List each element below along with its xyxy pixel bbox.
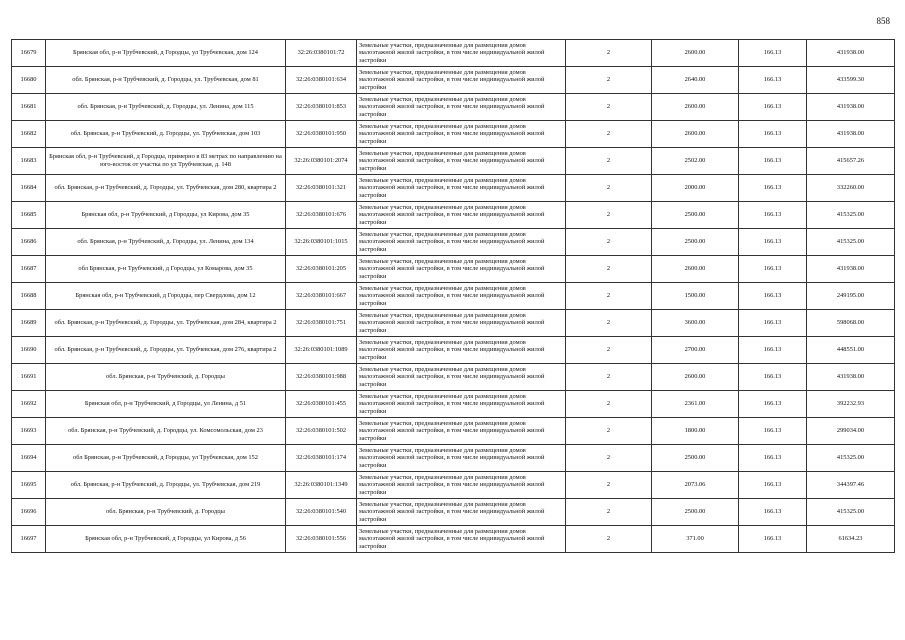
group-code-cell: 2 [566,445,652,472]
specific-value-cell: 166.13 [739,445,807,472]
group-code-cell: 2 [566,256,652,283]
group-code-cell: 2 [566,310,652,337]
cadastral-value-cell: 415657.26 [807,148,895,175]
area-cell: 1500.00 [652,283,739,310]
row-number-cell: 16696 [12,499,46,526]
group-code-cell: 2 [566,391,652,418]
cadastral-number-cell: 32:26:0380101:667 [286,283,357,310]
permitted-use-cell: Земельные участки, предназначенные для размещения домов малоэтажной жилой застройки, в том числе индивидуальной жилой застройки [357,121,566,148]
address-cell: обл. Брянская, р-н Трубчевский, д. Городцы, ул. Трубчевская, дом 276, квартира 2 [46,337,286,364]
row-number-cell: 16689 [12,310,46,337]
cadastral-value-cell: 61634.23 [807,526,895,553]
specific-value-cell: 166.13 [739,67,807,94]
row-number-cell: 16681 [12,94,46,121]
permitted-use-cell: Земельные участки, предназначенные для размещения домов малоэтажной жилой застройки, в том числе индивидуальной жилой застройки [357,499,566,526]
permitted-use-cell: Земельные участки, предназначенные для размещения домов малоэтажной жилой застройки, в том числе индивидуальной жилой застройки [357,40,566,67]
area-cell: 1800.00 [652,418,739,445]
permitted-use-cell: Земельные участки, предназначенные для размещения домов малоэтажной жилой застройки, в том числе индивидуальной жилой застройки [357,337,566,364]
table-row [12,337,895,364]
address-cell: обл. Брянская, р-н Трубчевский, д. Городцы, ул. Трубчевская, дом 219 [46,472,286,499]
permitted-use-cell: Земельные участки, предназначенные для размещения домов малоэтажной жилой застройки, в том числе индивидуальной жилой застройки [357,418,566,445]
table-body [12,40,895,553]
cadastral-number-cell: 32:26:0380101:751 [286,310,357,337]
specific-value-cell: 166.13 [739,229,807,256]
cadastral-value-cell: 344397.46 [807,472,895,499]
row-number-cell: 16682 [12,121,46,148]
area-cell: 2500.00 [652,229,739,256]
permitted-use-cell: Земельные участки, предназначенные для размещения домов малоэтажной жилой застройки, в том числе индивидуальной жилой застройки [357,67,566,94]
area-cell: 2000.00 [652,175,739,202]
table-row [12,148,895,175]
row-number-cell: 16694 [12,445,46,472]
row-number-cell: 16690 [12,337,46,364]
address-cell: обл Брянская, р-н Трубчевский, д Городцы, ул Трубчевская, дом 152 [46,445,286,472]
area-cell: 2600.00 [652,94,739,121]
permitted-use-cell: Земельные участки, предназначенные для размещения домов малоэтажной жилой застройки, в том числе индивидуальной жилой застройки [357,175,566,202]
specific-value-cell: 166.13 [739,283,807,310]
permitted-use-cell: Земельные участки, предназначенные для размещения домов малоэтажной жилой застройки, в том числе индивидуальной жилой застройки [357,256,566,283]
table-row [12,391,895,418]
specific-value-cell: 166.13 [739,202,807,229]
permitted-use-cell: Земельные участки, предназначенные для размещения домов малоэтажной жилой застройки, в том числе индивидуальной жилой застройки [357,94,566,121]
permitted-use-cell: Земельные участки, предназначенные для размещения домов малоэтажной жилой застройки, в том числе индивидуальной жилой застройки [357,472,566,499]
cadastral-number-cell: 32:26:0380101:676 [286,202,357,229]
row-number-cell: 16687 [12,256,46,283]
group-code-cell: 2 [566,364,652,391]
group-code-cell: 2 [566,67,652,94]
row-number-cell: 16688 [12,283,46,310]
cadastral-value-cell: 433599.30 [807,67,895,94]
address-cell: Брянская обл, р-н Трубчевский, д Городцы, ул Кирова, д 56 [46,526,286,553]
permitted-use-cell: Земельные участки, предназначенные для размещения домов малоэтажной жилой застройки, в том числе индивидуальной жилой застройки [357,229,566,256]
specific-value-cell: 166.13 [739,121,807,148]
cadastral-number-cell: 32:26:0380101:455 [286,391,357,418]
address-cell: Брянская обл, р-н Трубчевский, д Городцы, пер Свердлова, дом 12 [46,283,286,310]
cadastral-value-cell: 431938.00 [807,121,895,148]
row-number-cell: 16685 [12,202,46,229]
cadastral-value-cell: 415325.00 [807,445,895,472]
group-code-cell: 2 [566,94,652,121]
cadastral-value-cell: 598068.00 [807,310,895,337]
permitted-use-cell: Земельные участки, предназначенные для размещения домов малоэтажной жилой застройки, в том числе индивидуальной жилой застройки [357,283,566,310]
area-cell: 2600.00 [652,121,739,148]
row-number-cell: 16684 [12,175,46,202]
permitted-use-cell: Земельные участки, предназначенные для размещения домов малоэтажной жилой застройки, в том числе индивидуальной жилой застройки [357,364,566,391]
cadastral-value-cell: 299034.00 [807,418,895,445]
cadastral-number-cell: 32:26:0380101:556 [286,526,357,553]
permitted-use-cell: Земельные участки, предназначенные для размещения домов малоэтажной жилой застройки, в том числе индивидуальной жилой застройки [357,310,566,337]
cadastral-number-cell: 32:26:0380101:174 [286,445,357,472]
address-cell: Брянская обл, р-н Трубчевский, д Городцы, ул Трубчевская, дом 124 [46,40,286,67]
table-row [12,256,895,283]
table-row [12,418,895,445]
cadastral-number-cell: 32:26:0380101:853 [286,94,357,121]
cadastral-value-cell: 448551.00 [807,337,895,364]
cadastral-value-cell: 431938.00 [807,364,895,391]
cadastral-number-cell: 32:26:0380101:540 [286,499,357,526]
cadastral-number-cell: 32:26:0380101:950 [286,121,357,148]
table-row [12,526,895,553]
address-cell: обл. Брянская, р-н Трубчевский, д. Городцы, ул. Трубчевская, дом 103 [46,121,286,148]
address-cell: обл. Брянская, р-н Трубчевский, д. Городцы, ул. Трубчевская, дом 284, квартира 2 [46,310,286,337]
cadastral-number-cell: 32:26:0380101:1349 [286,472,357,499]
cadastral-number-cell: 32:26:0380101:2074 [286,148,357,175]
cadastral-number-cell: 32:26:0380101:988 [286,364,357,391]
group-code-cell: 2 [566,40,652,67]
cadastral-value-cell: 415325.00 [807,202,895,229]
table-row [12,283,895,310]
cadastral-number-cell: 32:26:0380101:205 [286,256,357,283]
row-number-cell: 16695 [12,472,46,499]
specific-value-cell: 166.13 [739,256,807,283]
address-cell: обл. Брянская, р-н Трубчевский, д. Городцы [46,499,286,526]
group-code-cell: 2 [566,121,652,148]
group-code-cell: 2 [566,337,652,364]
permitted-use-cell: Земельные участки, предназначенные для размещения домов малоэтажной жилой застройки, в том числе индивидуальной жилой застройки [357,526,566,553]
address-cell: Брянская обл, р-н Трубчевский, д Городцы, примерно в 83 метрах по направлению на юго-восток от участка по ул Трубчевская, д. 148 [46,148,286,175]
permitted-use-cell: Земельные участки, предназначенные для размещения домов малоэтажной жилой застройки, в том числе индивидуальной жилой застройки [357,391,566,418]
area-cell: 2600.00 [652,256,739,283]
cadastral-number-cell: 32:26:0380101:1089 [286,337,357,364]
cadastral-value-table [11,39,895,553]
area-cell: 2500.00 [652,445,739,472]
row-number-cell: 16697 [12,526,46,553]
cadastral-value-cell: 415325.00 [807,499,895,526]
cadastral-value-cell: 431938.00 [807,94,895,121]
cadastral-number-cell: 32:26:0380101:502 [286,418,357,445]
area-cell: 2502.00 [652,148,739,175]
specific-value-cell: 166.13 [739,499,807,526]
row-number-cell: 16691 [12,364,46,391]
specific-value-cell: 166.13 [739,364,807,391]
row-number-cell: 16683 [12,148,46,175]
table-row [12,94,895,121]
area-cell: 2700.00 [652,337,739,364]
specific-value-cell: 166.13 [739,472,807,499]
area-cell: 2500.00 [652,202,739,229]
table-row [12,175,895,202]
table-row [12,364,895,391]
specific-value-cell: 166.13 [739,175,807,202]
area-cell: 371.00 [652,526,739,553]
area-cell: 3600.00 [652,310,739,337]
group-code-cell: 2 [566,418,652,445]
page-number: 858 [876,16,890,26]
table-row [12,121,895,148]
group-code-cell: 2 [566,229,652,256]
cadastral-number-cell: 32:26:0380101:72 [286,40,357,67]
specific-value-cell: 166.13 [739,391,807,418]
address-cell: обл Брянская, р-н Трубчевский, д Городцы, ул Комарова, дом 35 [46,256,286,283]
cadastral-value-cell: 332260.00 [807,175,895,202]
group-code-cell: 2 [566,499,652,526]
cadastral-value-cell: 415325.00 [807,229,895,256]
specific-value-cell: 166.13 [739,310,807,337]
table-row [12,445,895,472]
address-cell: Брянская обл, р-н Трубчевский, д Городцы, ул Кирова, дом 35 [46,202,286,229]
cadastral-value-cell: 431938.00 [807,40,895,67]
area-cell: 2600.00 [652,364,739,391]
specific-value-cell: 166.13 [739,148,807,175]
table-row [12,202,895,229]
permitted-use-cell: Земельные участки, предназначенные для размещения домов малоэтажной жилой застройки, в том числе индивидуальной жилой застройки [357,445,566,472]
group-code-cell: 2 [566,472,652,499]
area-cell: 2640.00 [652,67,739,94]
address-cell: обл. Брянская, р-н Трубчевский, д. Городцы, ул. Ленина, дом 134 [46,229,286,256]
area-cell: 2600.00 [652,40,739,67]
row-number-cell: 16680 [12,67,46,94]
address-cell: обл. Брянская, р-н Трубчевский, д. Городцы, ул. Ленина, дом 115 [46,94,286,121]
cadastral-value-cell: 431938.00 [807,256,895,283]
address-cell: обл. Брянская, р-н Трубчевский, д. Городцы, ул. Комсомольская, дом 23 [46,418,286,445]
cadastral-number-cell: 32:26:0380101:1015 [286,229,357,256]
specific-value-cell: 166.13 [739,337,807,364]
row-number-cell: 16693 [12,418,46,445]
group-code-cell: 2 [566,526,652,553]
group-code-cell: 2 [566,202,652,229]
address-cell: Брянская обл, р-н Трубчевский, д Городцы, ул Ленина, д 51 [46,391,286,418]
group-code-cell: 2 [566,283,652,310]
area-cell: 2500.00 [652,499,739,526]
specific-value-cell: 166.13 [739,418,807,445]
table-row [12,472,895,499]
group-code-cell: 2 [566,175,652,202]
table-row [12,67,895,94]
area-cell: 2073.06 [652,472,739,499]
permitted-use-cell: Земельные участки, предназначенные для размещения домов малоэтажной жилой застройки, в том числе индивидуальной жилой застройки [357,202,566,229]
cadastral-value-cell: 392232.93 [807,391,895,418]
row-number-cell: 16679 [12,40,46,67]
specific-value-cell: 166.13 [739,526,807,553]
row-number-cell: 16692 [12,391,46,418]
table-row [12,40,895,67]
table-row [12,229,895,256]
group-code-cell: 2 [566,148,652,175]
specific-value-cell: 166.13 [739,40,807,67]
table-row [12,310,895,337]
address-cell: обл. Брянская, р-н Трубчевский, д. Городцы, ул. Трубчевская, дом 81 [46,67,286,94]
cadastral-value-cell: 249195.00 [807,283,895,310]
address-cell: обл. Брянская, р-н Трубчевский, д. Городцы, ул. Трубчевская, дом 280, квартира 2 [46,175,286,202]
specific-value-cell: 166.13 [739,94,807,121]
row-number-cell: 16686 [12,229,46,256]
address-cell: обл. Брянская, р-н Трубчевский, д. Городцы [46,364,286,391]
table-row [12,499,895,526]
cadastral-number-cell: 32:26:0380101:634 [286,67,357,94]
cadastral-number-cell: 32:26:0380101:321 [286,175,357,202]
permitted-use-cell: Земельные участки, предназначенные для размещения домов малоэтажной жилой застройки, в том числе индивидуальной жилой застройки [357,148,566,175]
area-cell: 2361.00 [652,391,739,418]
